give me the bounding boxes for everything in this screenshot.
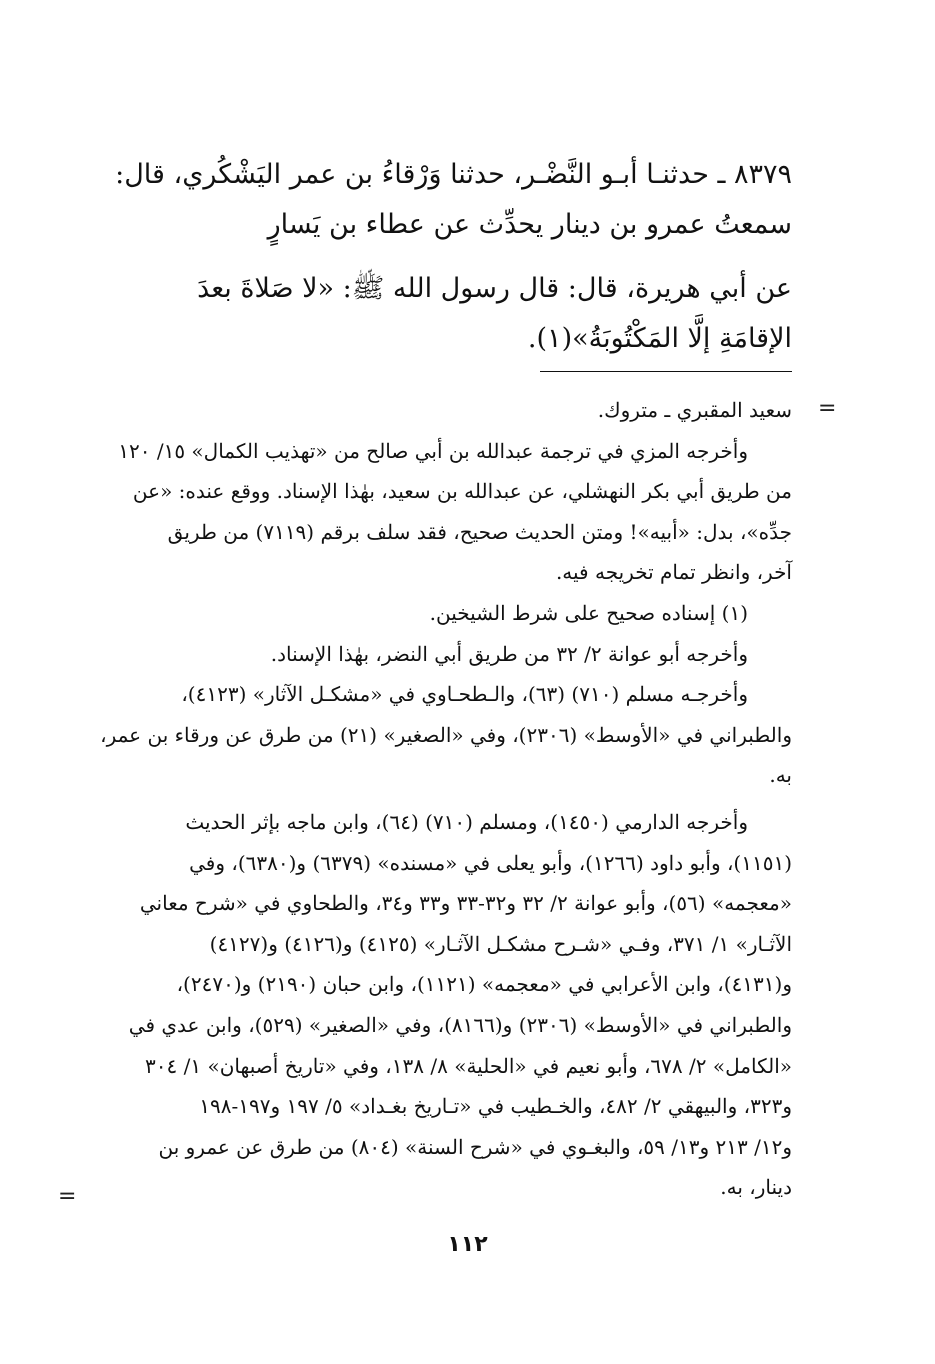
footnote-line: وأخرجه أبو عوانة ٢/ ٣٢ من طريق أبي النضر، بهٰذا الإسناد. [270,641,748,666]
footnote-line: به. [769,763,792,788]
footnote-line: الآثـار» ١/ ٣٧١، وفـي «شـرح مشكـل الآثـار» (٤١٢٥) و(٤١٢٦) و(٤١٢٧) [209,931,792,956]
footnote-line: (١١٥١)، وأبو داود (١٢٦٦)، وأبو يعلى في «مسنده» (٦٣٧٩) و(٦٣٨٠)، وفي [189,850,792,875]
hadith-number-line: ٨٣٧٩ ـ حدثنـا أبـو النَّضْـر، حدثنا وَرْقاءُ بن عمر اليَشْكُري، قال: [115,159,792,190]
footnote-line: (١) إسناده صحيح على شرط الشيخين. [429,600,748,625]
footnote-line: آخر، وانظر تمام تخريجه فيه. [555,560,792,585]
footnote-line: وأخرجـه مسلم (٧١٠) (٦٣)، والـطحـاوي في «مشكـل الآثار» (٤١٢٣)، [181,682,748,707]
footnote-line: والطبراني في «الأوسط» (٢٣٠٦) و(٨١٦٦)، وفي «الصغير» (٥٢٩)، وابن عدي في [128,1012,792,1037]
hadith-text-line: الإقامَةِ إلَّا المَكْتُوبَةُ»(١). [527,323,792,354]
footnote-line: وأخرجه الدارمي (١٤٥٠)، ومسلم (٧١٠) (٦٤)، وابن ماجه بإثر الحديث [185,809,748,834]
footnote-line: و١٢/ ٢١٣ و١٣/ ٥٩، والبغـوي في «شرح السنة» (٨٠٤) من طرق عن عمرو بن [158,1134,792,1159]
footnote-separator [540,371,792,372]
footnote-line: «الكامل» ٢/ ٦٧٨، وأبو نعيم في «الحلية» ٨/ ١٣٨، وفي «تاريخ أصبهان» ١/ ٣٠٤ [145,1053,792,1078]
footnote-line: والطبراني في «الأوسط» (٢٣٠٦)، وفي «الصغير» (٢١) من طرق عن ورقاء بن عمر، [100,722,792,747]
continuation-marker: = [818,396,837,421]
hadith-text-line: عن أبي هريرة، قال: قال رسول الله ﷺ: «لا صَلاةَ بعدَ [197,273,792,304]
footnote-line: دينار، به. [720,1175,792,1200]
page-number: ١١٢ [447,1232,488,1257]
footnote-line: «معجمه» (٥٦)، وأبو عوانة ٢/ ٣٢ و٣٢-٣٣ و٣٣ و٣٤، والطحاوي في «شرح معاني [139,891,792,916]
hadith-body [80,150,792,364]
footnote-line: و٣٢٣، والبيهقي ٢/ ٤٨٢، والخـطيب في «تـاريخ بغـداد» ٥/ ١٩٧ و١٩٧-١٩٨ [199,1094,792,1119]
footnotes [80,390,792,1208]
footnote-line: جدِّه»، بدل: «أبيه»! ومتن الحديث صحيح، فقد سلف برقم (٧١١٩) من طريق [167,519,792,544]
hadith-chain-line: سمعتُ عمرو بن دينار يحدِّث عن عطاء بن يَسارٍ [267,209,792,240]
footnote-line: و(٤١٣١)، وابن الأعرابي في «معجمه» (١١٢١)، وابن حبان (٢١٩٠) و(٢٤٧٠)، [176,972,792,997]
continuation-marker: = [58,1184,77,1209]
footnote-line: وأخرجه المزي في ترجمة عبدالله بن أبي صالح من «تهذيب الكمال» ١٥/ ١٢٠ [118,438,748,463]
footnote-line: سعيد المقبري ـ متروك. [597,398,792,422]
footnote-line: من طريق أبي بكر النهشلي، عن عبدالله بن سعيد، بهٰذا الإسناد. ووقع عنده: «عن [132,479,792,504]
